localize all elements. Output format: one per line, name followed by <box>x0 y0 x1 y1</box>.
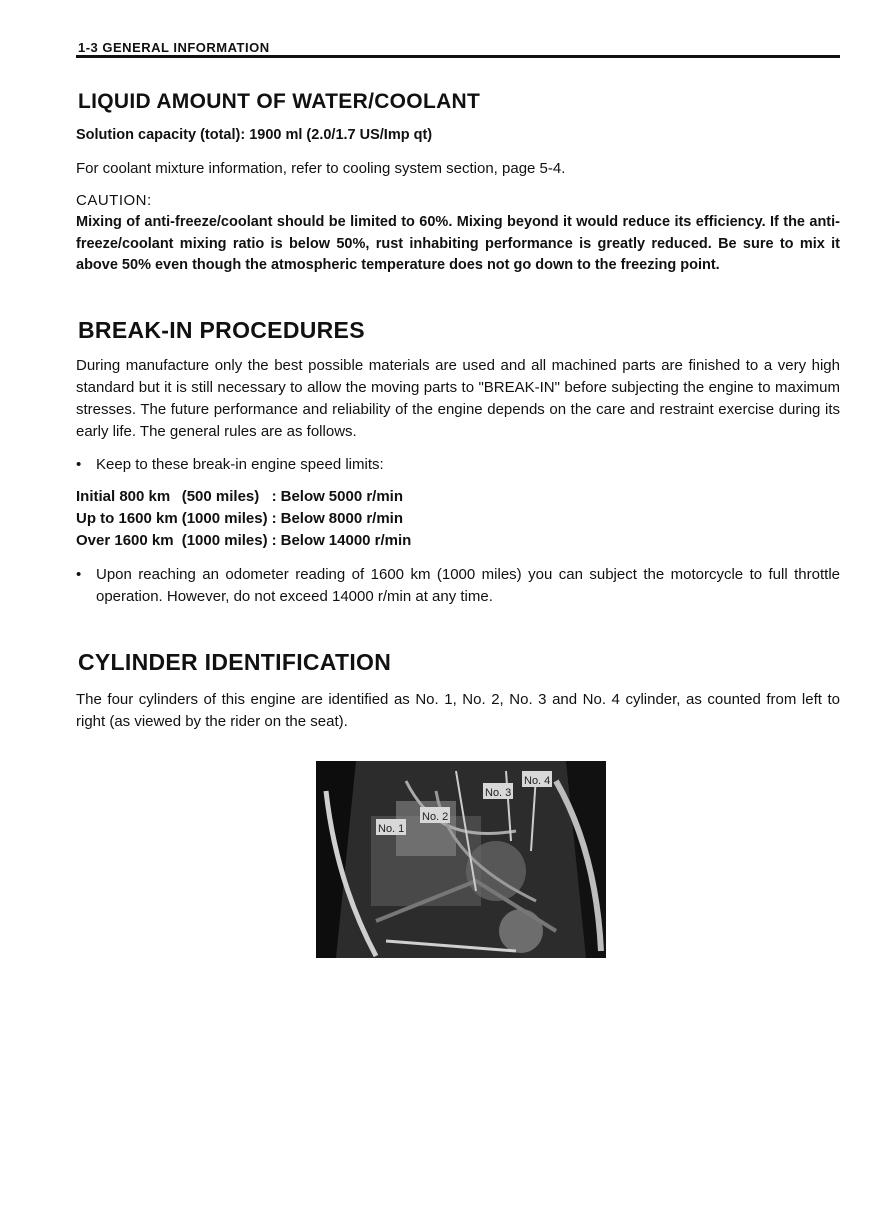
limit-sep: : <box>271 510 277 527</box>
limit-speed: 5000 r/min <box>328 488 404 505</box>
engine-photo <box>316 761 606 958</box>
cylinder-title: CYLINDER IDENTIFICATION <box>78 649 392 675</box>
limit-label: Below <box>280 488 325 505</box>
limit-range: Up to 1600 km <box>76 510 178 527</box>
caution-label: CAUTION: <box>76 192 152 209</box>
limit-speed: 14000 r/min <box>328 532 412 549</box>
table-row <box>76 508 415 530</box>
limit-label: Below <box>280 510 325 527</box>
limit-range: Initial 800 km <box>76 488 171 505</box>
caution-text: Mixing of anti-freeze/coolant should be limited to 60%. Mixing beyond it would reduce its efficiency. If the anti-freeze/coolant mixing ratio is below 50%, rust inhabiting performance is greatly reduced. Be sure to mix it above 50% even though the atmospheric temperature does not go down to the freezing point. <box>76 214 840 273</box>
header-rule <box>76 55 840 58</box>
limit-label: Below <box>280 532 325 549</box>
coolant-capacity: Solution capacity (total): 1900 ml (2.0/1.7 US/Imp qt) <box>76 127 433 143</box>
cylinder-label-3: No. 3 <box>485 787 512 799</box>
bullet-text: Keep to these break-in engine speed limits: <box>96 456 384 473</box>
limit-range: Over 1600 km <box>76 532 174 549</box>
cylinder-label-2: No. 2 <box>422 811 449 823</box>
breakin-title: BREAK-IN PROCEDURES <box>78 317 365 343</box>
limit-sep: : <box>271 532 277 549</box>
limit-miles: (500 miles) <box>181 488 260 505</box>
table-row <box>76 486 415 508</box>
table-row <box>76 530 415 552</box>
coolant-reference: For coolant mixture information, refer to cooling system section, page 5-4. <box>76 160 566 177</box>
limit-sep: : <box>271 488 277 505</box>
page-header: 1-3 GENERAL INFORMATION <box>78 40 270 55</box>
limit-miles: (1000 miles) <box>181 510 268 527</box>
bullet-icon: • <box>76 566 82 583</box>
breakin-bullet-2 <box>76 564 840 608</box>
bullet-icon: • <box>76 456 82 473</box>
breakin-bullet-1 <box>76 454 840 476</box>
cylinder-text: The four cylinders of this engine are identified as No. 1, No. 2, No. 3 and No. 4 cylinder, as counted from left to right (as viewed by the rider on the seat). <box>76 691 840 730</box>
limit-speed: 8000 r/min <box>328 510 404 527</box>
bullet-text: Upon reaching an odometer reading of 1600 km (1000 miles) you can subject the motorcycle to full throttle operation. However, do not exceed 14000 r/min at any time. <box>96 566 840 605</box>
limit-miles: (1000 miles) <box>181 532 268 549</box>
coolant-title: LIQUID AMOUNT OF WATER/COOLANT <box>78 90 481 113</box>
cylinder-label-4: No. 4 <box>524 775 551 787</box>
cylinder-label-1: No. 1 <box>378 823 405 835</box>
breakin-intro: During manufacture only the best possible materials are used and all machined parts are finished to a very high standard but it is still necessary to allow the moving parts to "BREAK-IN" before subjecting the engine to maximum stresses. The future performance and reliability of the engine depends on the care and restraint exercise during its early life. The general rules are as follows. <box>76 357 840 440</box>
speed-limits-table <box>76 486 415 552</box>
